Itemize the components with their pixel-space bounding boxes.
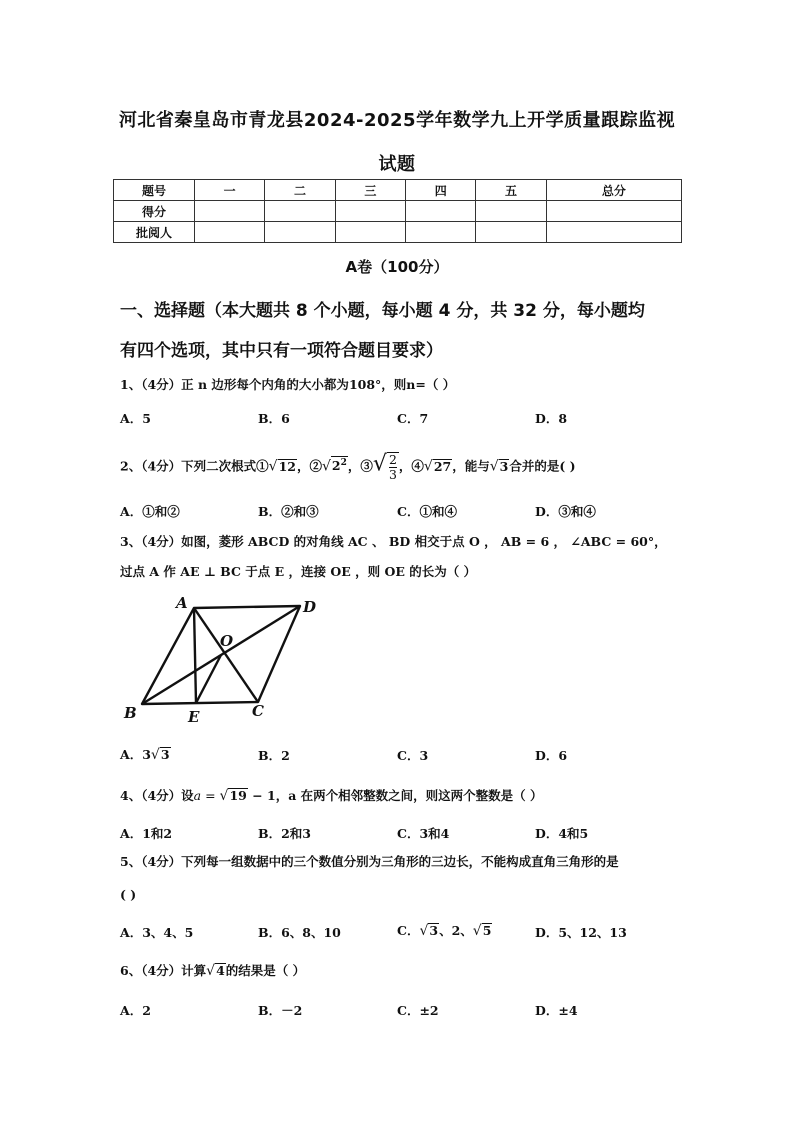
- question-3-stem-line1: 3、（4分）如图，菱形 ABCD 的对角线 AC 、 BD 相交于点 O ， AB = 6 ， ∠ABC = 60°，: [120, 534, 667, 549]
- question-6-option-b[interactable]: B．－2: [258, 1003, 303, 1018]
- score-row-label: 得分: [114, 201, 195, 222]
- score-row-label: 批阅人: [114, 222, 195, 243]
- q2-text: ，④: [398, 458, 424, 474]
- q2-text: ，②: [296, 458, 322, 474]
- score-cell[interactable]: [546, 201, 681, 222]
- label-a: A: [176, 594, 188, 612]
- radical-sign: √: [206, 963, 216, 979]
- label-c: C: [252, 702, 264, 720]
- question-4-option-b[interactable]: B．2和3: [258, 826, 311, 841]
- label-d: D: [303, 598, 317, 616]
- variable-a: a =: [193, 788, 220, 803]
- score-header-cell: 题号: [114, 180, 195, 201]
- radicand: 3: [499, 458, 509, 474]
- question-4-stem: [120, 787, 680, 805]
- question-6-option-d[interactable]: D．±4: [535, 1003, 578, 1018]
- question-3-option-d[interactable]: D．6: [535, 748, 568, 763]
- question-6-option-c[interactable]: C．±2: [397, 1003, 439, 1018]
- option-text: 、2、: [439, 923, 473, 938]
- score-cell[interactable]: [335, 222, 405, 243]
- question-2-option-a[interactable]: A．①和②: [120, 504, 180, 519]
- q2-text: 合并的是( ): [509, 458, 576, 474]
- radical-sign: √: [423, 458, 433, 475]
- radicand: [331, 456, 348, 472]
- radical-sign: √: [219, 788, 229, 804]
- question-3-stem-line2: 过点 A 作 AE ⊥ BC 于点 E ，连接 OE ，则 OE 的长为（ ）: [120, 564, 477, 579]
- radicand: 3: [429, 923, 439, 938]
- radical-sign: √: [268, 458, 278, 475]
- score-cell[interactable]: [406, 222, 476, 243]
- altitude-ae: [194, 608, 196, 703]
- radicand: 5: [482, 923, 492, 938]
- q2-text: ，③: [347, 458, 373, 474]
- score-cell[interactable]: [195, 201, 265, 222]
- q4-text: − 1，a 在两个相邻整数之间，则这两个整数是（ ）: [247, 788, 543, 803]
- exponent: 2: [340, 458, 347, 469]
- fraction: [387, 452, 399, 482]
- question-2-option-c[interactable]: C．①和④: [397, 504, 457, 519]
- question-1-option-a[interactable]: A．5: [120, 411, 151, 426]
- question-5-option-c[interactable]: [397, 921, 492, 939]
- fraction-denominator: 3: [388, 467, 397, 482]
- score-header-cell: 三: [335, 180, 405, 201]
- question-6-option-a[interactable]: A．2: [120, 1003, 151, 1018]
- radical-sign: √: [489, 458, 499, 475]
- label-o: O: [220, 632, 234, 650]
- question-4-option-a[interactable]: A．1和2: [120, 826, 173, 841]
- score-table-row: [114, 201, 682, 222]
- question-4-option-c[interactable]: C．3和4: [397, 826, 450, 841]
- section-heading-line1: 一、选择题（本大题共 8 个小题，每小题 4 分，共 32 分，每小题均: [120, 301, 645, 321]
- radical-sign: √: [322, 458, 331, 475]
- q6-text: 的结果是（ ）: [225, 963, 306, 978]
- question-3-option-b[interactable]: B．2: [258, 748, 290, 763]
- radical-sign: √: [419, 923, 429, 939]
- radical-sign: √: [150, 747, 160, 763]
- section-heading-line2: 有四个选项，其中只有一项符合题目要求）: [120, 341, 443, 361]
- document-title-line1: 河北省秦皇岛市青龙县2024-2025学年数学九上开学质量跟踪监视: [118, 110, 676, 131]
- score-header-cell: 总分: [546, 180, 681, 201]
- question-1-option-c[interactable]: C．7: [397, 411, 429, 426]
- score-cell[interactable]: [335, 201, 405, 222]
- radical-sign: √: [472, 923, 482, 939]
- q4-text: 4、（4分）设: [120, 788, 194, 803]
- score-cell[interactable]: [195, 222, 265, 243]
- question-5-option-a[interactable]: A．3、4、5: [120, 925, 194, 940]
- score-table-row: [114, 222, 682, 243]
- document-title-line2: 试题: [378, 154, 416, 175]
- label-e: E: [188, 708, 200, 726]
- question-6-stem: [120, 962, 680, 980]
- question-5-stem-line2: ( ): [120, 887, 137, 902]
- option-text: A．3: [120, 747, 151, 762]
- score-header-cell: 四: [406, 180, 476, 201]
- score-header-cell: 五: [476, 180, 546, 201]
- score-table: [113, 179, 682, 243]
- score-table-header-row: [114, 180, 682, 201]
- question-1-option-b[interactable]: B．6: [258, 411, 290, 426]
- label-b: B: [124, 704, 137, 722]
- rhombus-figure: [118, 590, 328, 730]
- score-cell[interactable]: [476, 222, 546, 243]
- radicand-base: 2: [331, 458, 341, 474]
- q6-text: 6、（4分）计算: [120, 963, 207, 978]
- score-cell[interactable]: [265, 222, 335, 243]
- question-3-option-a[interactable]: [120, 745, 171, 763]
- radicand: 12: [278, 458, 296, 474]
- score-cell[interactable]: [546, 222, 681, 243]
- question-5-option-b[interactable]: B．6、8、10: [258, 925, 341, 940]
- question-5-option-d[interactable]: D．5、12、13: [535, 925, 627, 940]
- radicand: 4: [216, 963, 225, 978]
- question-2-stem: [120, 452, 680, 482]
- question-5-stem-line1: 5、（4分）下列每一组数据中的三个数值分别为三角形的三边长，不能构成直角三角形的是: [120, 854, 619, 869]
- radicand: 3: [160, 747, 170, 762]
- question-4-option-d[interactable]: D．4和5: [535, 826, 589, 841]
- score-header-cell: 二: [265, 180, 335, 201]
- score-cell[interactable]: [476, 201, 546, 222]
- q2-text: 2、（4分）下列二次根式①: [120, 458, 269, 474]
- question-1-stem: 1、（4分）正 n 边形每个内角的大小都为108°，则n=（ ）: [120, 377, 456, 392]
- radicand: 27: [433, 458, 452, 474]
- score-header-cell: 一: [195, 180, 265, 201]
- q2-text: ，能与: [452, 458, 490, 474]
- score-cell[interactable]: [406, 201, 476, 222]
- volume-title: A卷（100分）: [345, 258, 449, 276]
- question-1-option-d[interactable]: D．8: [535, 411, 568, 426]
- option-text: C．: [397, 923, 420, 938]
- question-3-option-c[interactable]: C．3: [397, 748, 429, 763]
- score-cell[interactable]: [265, 201, 335, 222]
- radicand: 19: [229, 788, 247, 803]
- radical-sign: √: [372, 451, 387, 477]
- question-2-option-b[interactable]: B．②和③: [258, 504, 319, 519]
- fraction-numerator: 2: [388, 452, 397, 467]
- question-2-option-d[interactable]: D．③和④: [535, 504, 596, 519]
